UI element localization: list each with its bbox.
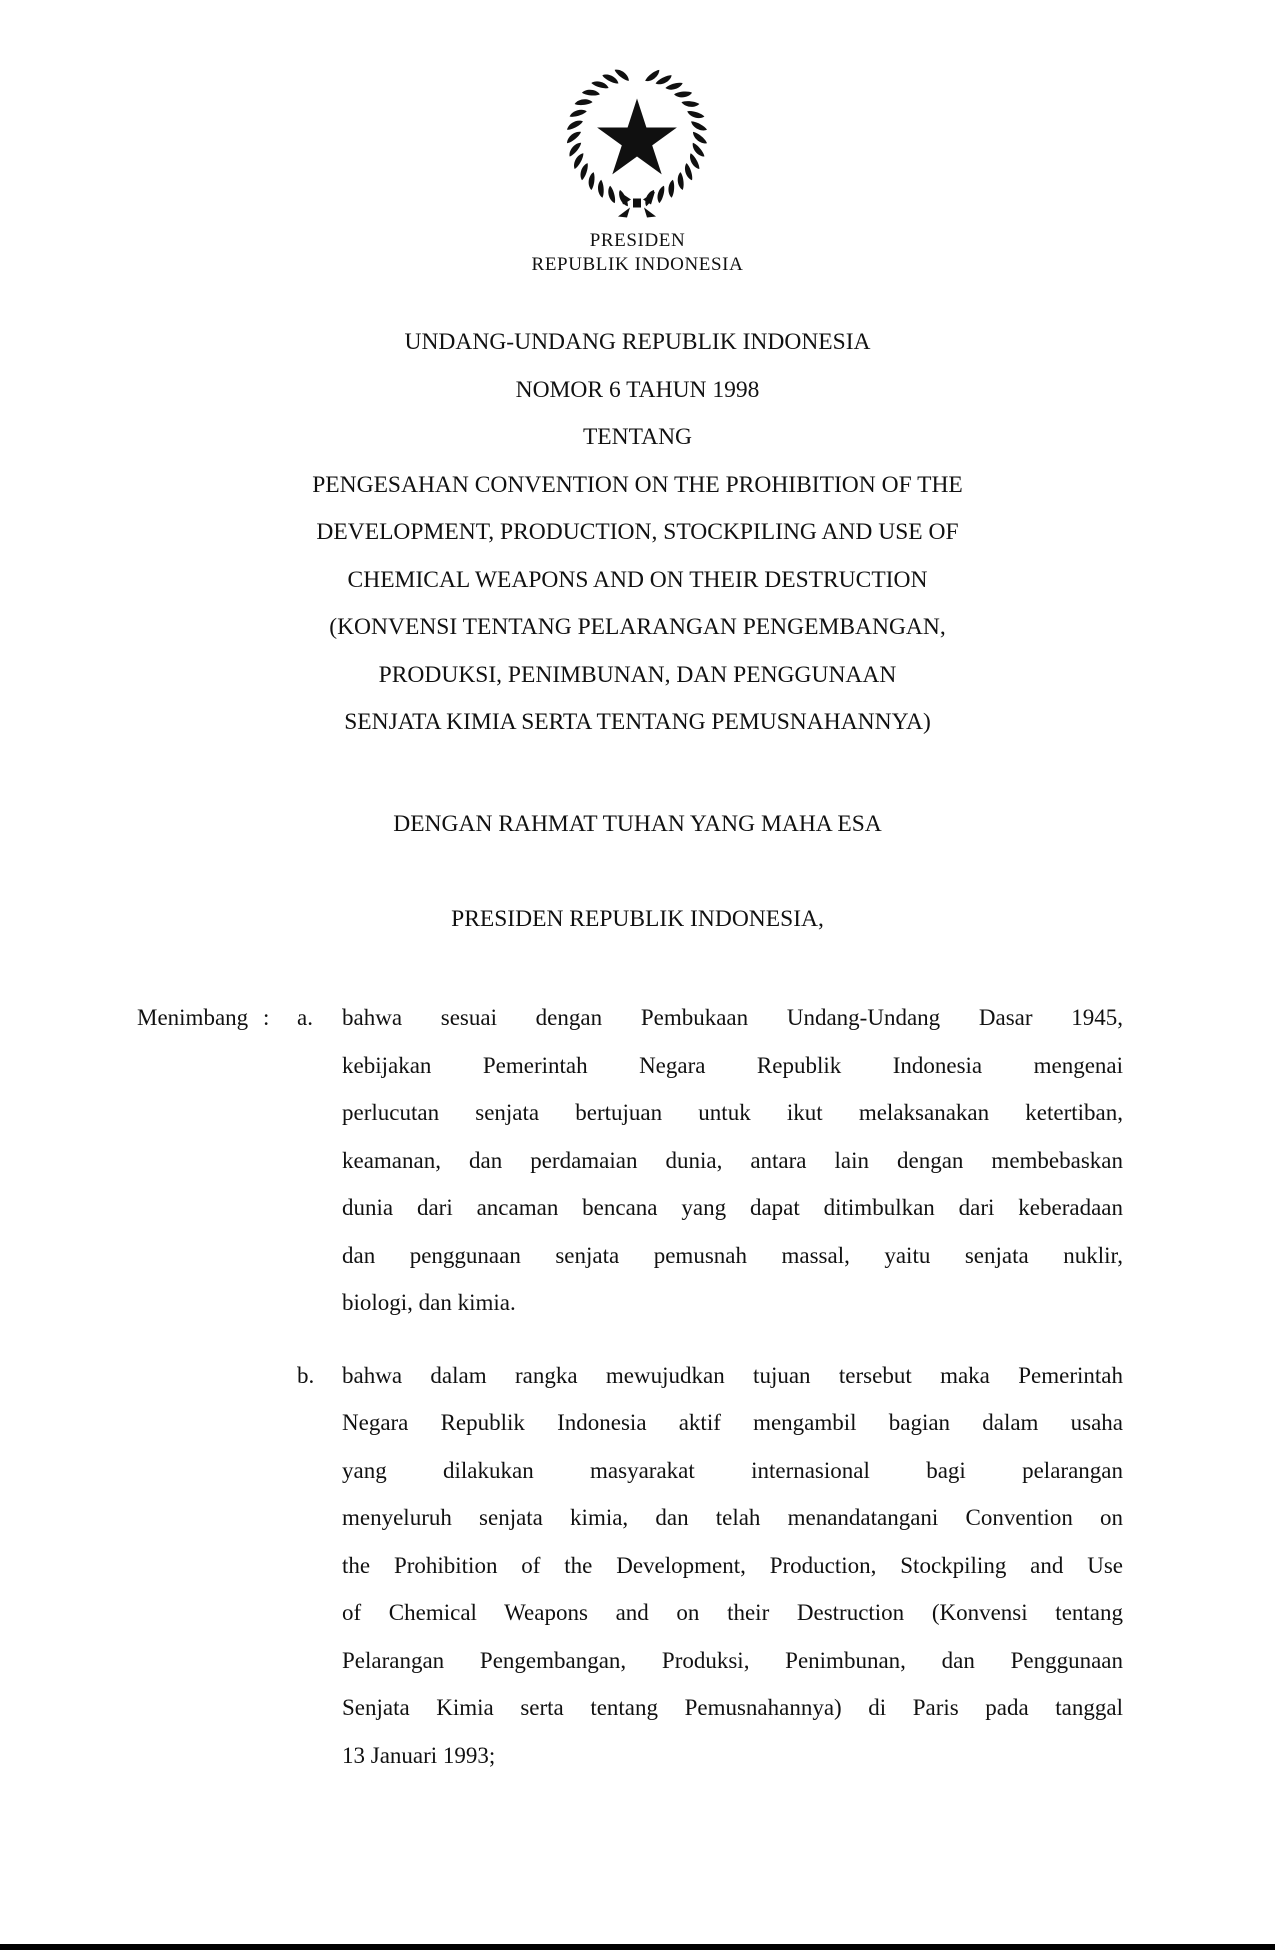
star-icon	[597, 99, 677, 175]
letterhead-line-presiden: PRESIDEN	[589, 230, 686, 251]
text-line: yang dilakukan masyarakat internasional bagi pelarangan	[342, 1457, 1123, 1483]
text-line: 13 Januari 1993;	[342, 1742, 496, 1768]
ribbon-bow	[618, 192, 656, 218]
text-line: UNDANG-UNDANG REPUBLIK INDONESIA	[404, 329, 871, 355]
text-line: TENTANG	[582, 424, 693, 450]
text-line: of Chemical Weapons and on their Destruction (Konvensi tentang	[342, 1600, 1123, 1625]
considering-separator: :	[263, 1005, 270, 1030]
text-line: bahwa sesuai dengan Pembukaan Undang-Undang Dasar 1945,	[342, 1005, 1123, 1030]
text-line: PENGESAHAN CONVENTION ON THE PROHIBITION OF THE	[312, 471, 963, 498]
item-letter: b.	[297, 1362, 315, 1388]
letterhead-line-republik-indonesia: REPUBLIK INDONESIA	[531, 254, 744, 275]
text-line: bahwa dalam rangka mewujudkan tujuan tersebut maka Pemerintah	[342, 1362, 1123, 1388]
presidential-seal-emblem	[557, 56, 717, 221]
law-title-block	[0, 319, 1275, 747]
text-line: keamanan, dan perdamaian dunia, antara lain dengan membebaskan	[342, 1147, 1123, 1173]
text-line: NOMOR 6 TAHUN 1998	[515, 376, 760, 403]
text-line: Pelarangan Pengembangan, Produksi, Penimbunan, dan Penggunaan	[342, 1647, 1123, 1673]
item-text	[342, 1352, 1123, 1780]
issuer-line: PRESIDEN REPUBLIK INDONESIA,	[451, 906, 824, 932]
invocation-line: DENGAN RAHMAT TUHAN YANG MAHA ESA	[393, 811, 882, 837]
text-line: the Prohibition of the Development, Production, Stockpiling and Use	[342, 1552, 1123, 1578]
text-line: kebijakan Pemerintah Negara Republik Indonesia mengenai	[342, 1052, 1123, 1078]
text-line: perlucutan senjata bertujuan untuk ikut melaksanakan ketertiban,	[342, 1100, 1123, 1125]
text-line: Negara Republik Indonesia aktif mengambil bagian dalam usaha	[342, 1410, 1123, 1435]
text-line: CHEMICAL WEAPONS AND ON THEIR DESTRUCTION	[347, 566, 928, 593]
item-letter: a.	[297, 1005, 313, 1030]
text-line: DEVELOPMENT, PRODUCTION, STOCKPILING AND USE OF	[316, 519, 959, 545]
considering-section	[137, 994, 1123, 1779]
text-line: Senjata Kimia serta tentang Pemusnahannya) di Paris pada tanggal	[342, 1695, 1123, 1720]
text-line: dan penggunaan senjata pemusnah massal, yaitu senjata nuklir,	[342, 1242, 1123, 1268]
scan-edge-bar	[0, 1944, 1275, 1950]
text-line: (KONVENSI TENTANG PELARANGAN PENGEMBANGAN,	[329, 614, 946, 640]
item-text	[342, 994, 1123, 1327]
considering-label: Menimbang	[137, 1005, 249, 1030]
text-line: biologi, dan kimia.	[342, 1290, 516, 1315]
considering-item-a	[297, 994, 1123, 1327]
considering-item-b	[297, 1352, 1123, 1780]
text-line: SENJATA KIMIA SERTA TENTANG PEMUSNAHANNYA)	[344, 709, 931, 735]
letterhead	[0, 229, 1275, 277]
considering-items	[297, 994, 1123, 1779]
text-line: PRODUKSI, PENIMBUNAN, DAN PENGGUNAAN	[378, 661, 897, 688]
text-line: menyeluruh senjata kimia, dan telah menandatangani Convention on	[342, 1505, 1123, 1530]
text-line: dunia dari ancaman bencana yang dapat ditimbulkan dari keberadaan	[342, 1195, 1123, 1220]
